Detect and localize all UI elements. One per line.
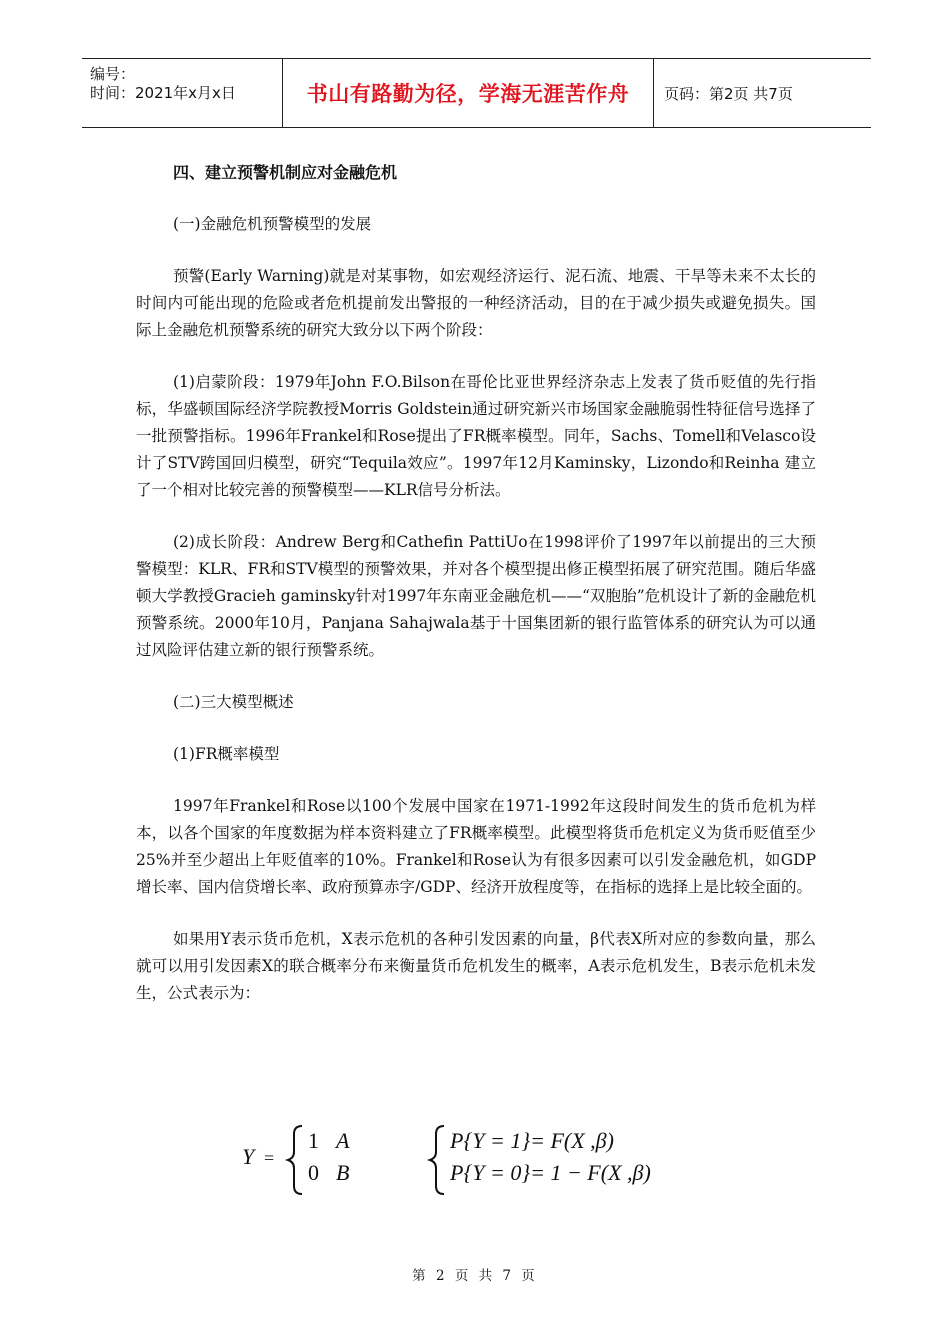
formula-case-2-symbol: B bbox=[336, 1160, 350, 1185]
subsection-title-1: (一)金融危机预警模型的发展 bbox=[173, 215, 372, 233]
document-body bbox=[136, 150, 816, 1007]
header-motto: 书山有路勤为径，学海无涯苦作舟 bbox=[283, 59, 654, 127]
header-page-info: 页码：第2页 共7页 bbox=[664, 84, 793, 103]
formula-probability-1: P{Y = 1}= F(X ,β) bbox=[450, 1128, 614, 1153]
time-label: 时间：2021年x月x日 bbox=[90, 84, 236, 102]
section-title: 四、建立预警机制应对金融危机 bbox=[173, 163, 398, 182]
formula-equals: = bbox=[264, 1148, 275, 1168]
paragraph-stage-2: (2)成长阶段：Andrew Berg和Cathefin PattiUo在1998评价了1997年以前提出的三大预警模型：KLR、FR和STV模型的预警效果，并对各个模型提出修正模型拓展了研究范围。随后华盛顿大学教授Gracieh gaminsky针对1997年东南亚金融危机——“双胞胎”危机设计了新的金融危机预警系统。2000年10月，Panjana Sahajwala基于十国集团新的银行监管体系的研究认为可以通过风险评估建立新的银行预警系统。 bbox=[136, 533, 816, 659]
header-table bbox=[82, 58, 871, 128]
formula-case-1-symbol: A bbox=[336, 1128, 350, 1153]
paragraph-intro: 预警(Early Warning)就是对某事物，如宏观经济运行、泥石流、地震、干旱等未来不太长的时间内可能出现的危险或者危机提前发出警报的一种经济活动，目的在于减少损失或避免损失。国际上金融危机预警系统的研究大致分以下两个阶段： bbox=[136, 267, 816, 339]
paragraph-fr-model: 1997年Frankel和Rose以100个发展中国家在1971-1992年这段时间发生的货币危机为样本，以各个国家的年度数据为样本资料建立了FR概率模型。此模型将货币危机定义为货币贬值至少25%并至少超出上年贬值率的10%。Frankel和Rose认为有很多因素可以引发金融危机，如GDP增长率、国内信贷增长率、政府预算赤字/GDP、经济开放程度等，在指标的选择上是比较全面的。 bbox=[136, 797, 816, 896]
subsection-title-2-1: (1)FR概率模型 bbox=[173, 745, 280, 763]
formula-lhs: Y bbox=[242, 1144, 255, 1169]
paragraph-formula-intro: 如果用Y表示货币危机，X表示危机的各种引发因素的向量，β代表X所对应的参数向量，那么就可以用引发因素X的联合概率分布来衡量货币危机发生的概率，A表示危机发生，B表示危机未发生，公式表示为： bbox=[136, 930, 816, 1002]
formula-case-1-value: 1 bbox=[308, 1128, 319, 1153]
header-meta-cell bbox=[82, 59, 283, 127]
probability-formula bbox=[242, 1120, 682, 1200]
formula-case-2-value: 0 bbox=[308, 1160, 319, 1185]
formula-brace-right bbox=[430, 1126, 444, 1194]
subsection-title-2: (二)三大模型概述 bbox=[173, 693, 294, 711]
number-label: 编号： bbox=[90, 65, 136, 83]
page-footer: 第 2 页 共 7 页 bbox=[412, 1268, 538, 1284]
formula-probability-2: P{Y = 0}= 1 − F(X ,β) bbox=[450, 1160, 651, 1185]
formula-brace-left bbox=[288, 1126, 302, 1194]
paragraph-stage-1: (1)启蒙阶段：1979年John F.O.Bilson在哥伦比亚世界经济杂志上发表了货币贬值的先行指标，华盛顿国际经济学院教授Morris Goldstein通过研究新兴市场国家金融脆弱性特征信号选择了一批预警指标。1996年Frankel和Rose提出了FR概率模型。同年，Sachs、Tomell和Velasco设计了STV跨国回归模型，研究“Tequila效应”。1997年12月Kaminsky，Lizondo和Reinha 建立了一个相对比较完善的预警模型——KLR信号分析法。 bbox=[136, 373, 816, 499]
